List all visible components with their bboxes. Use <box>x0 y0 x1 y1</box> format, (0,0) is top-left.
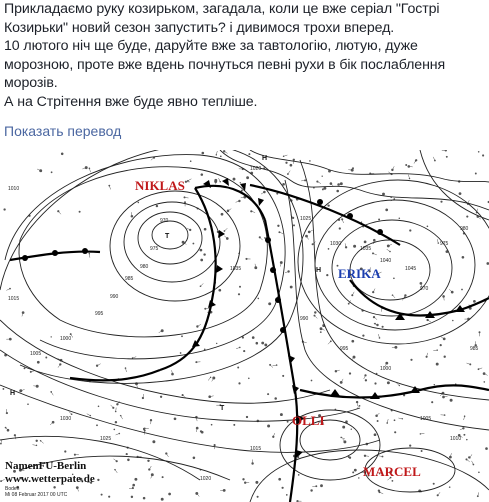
wind-barb <box>437 239 438 243</box>
wind-barb <box>133 357 137 358</box>
station-dot <box>113 429 115 431</box>
station-dot <box>342 426 345 429</box>
wind-barb <box>284 155 288 156</box>
wind-barb <box>115 470 117 473</box>
wind-barb <box>374 317 377 320</box>
station-dot <box>248 378 250 380</box>
station-dot <box>97 479 99 481</box>
station-dot <box>161 329 164 332</box>
isobar-value-label: 1020 <box>250 166 262 172</box>
isobar-value-label: 1000 <box>380 366 392 372</box>
station-dot <box>326 274 328 276</box>
station-dot <box>394 431 396 433</box>
isobar-value-label: 995 <box>340 346 349 352</box>
isobar-value-label: 975 <box>150 246 159 252</box>
isobar-value-label: 975 <box>440 241 449 247</box>
fronts <box>10 185 489 502</box>
station-dot <box>387 381 390 384</box>
station-dot <box>382 193 385 196</box>
wind-barb <box>393 295 396 298</box>
station-dot <box>243 350 245 352</box>
show-translation-link[interactable]: Показать перевод <box>4 123 122 139</box>
isobar-value-label: 1020 <box>200 476 212 482</box>
post-text <box>4 0 486 112</box>
station-dot <box>409 229 411 231</box>
station-dot <box>161 498 164 501</box>
wind-barb <box>208 377 210 380</box>
station-dot <box>239 286 241 288</box>
station-dot <box>233 424 235 426</box>
wind-barb <box>151 158 154 161</box>
station-dot <box>466 216 468 218</box>
wind-barb <box>288 171 290 174</box>
station-dot <box>162 476 164 478</box>
station-dot <box>405 164 407 166</box>
station-dot <box>240 182 241 183</box>
isobar-value-label: 1030 <box>330 241 342 247</box>
isobar-value-label: 980 <box>140 264 149 270</box>
station-dot <box>255 481 258 484</box>
system-label-niklas: NIKLAS <box>135 178 185 193</box>
station-dot <box>127 459 130 462</box>
wind-barb <box>408 175 409 179</box>
station-dot <box>200 259 203 262</box>
station-dot <box>444 356 446 358</box>
station-dot <box>466 439 468 441</box>
station-dot <box>267 425 270 428</box>
wind-barb <box>87 414 91 416</box>
station-dot <box>220 155 222 157</box>
station-dot <box>320 331 322 333</box>
wind-barb <box>219 178 221 182</box>
wind-barb <box>58 364 60 367</box>
station-dot <box>61 153 64 156</box>
wind-barb <box>433 157 435 161</box>
station-dot <box>377 420 379 422</box>
wind-barb <box>224 236 227 239</box>
station-dot <box>45 357 47 359</box>
wind-barb <box>472 461 474 465</box>
station-dot <box>27 403 29 405</box>
isobar-value-label: 1025 <box>100 436 112 442</box>
isobar-value-label: 985 <box>125 276 134 282</box>
isobar-value-label: 970 <box>160 218 169 224</box>
station-dot <box>485 447 488 450</box>
station-dot <box>96 365 98 367</box>
isobar-value-label: 1010 <box>450 436 462 442</box>
station-dot <box>446 156 448 158</box>
system-label-marcel: MARCEL <box>363 464 421 479</box>
isobar-value-label: 990 <box>300 316 309 322</box>
station-dot <box>374 433 377 436</box>
station-dot <box>362 334 364 336</box>
isobars <box>0 150 489 502</box>
station-dot <box>53 486 55 488</box>
station-dot <box>256 342 259 345</box>
station-dot <box>475 173 477 175</box>
station-dot <box>248 153 250 155</box>
station-dot <box>298 474 300 476</box>
station-dot <box>282 375 284 377</box>
wind-barb <box>33 445 37 446</box>
station-dot <box>238 382 240 384</box>
station-dot <box>246 416 248 418</box>
station-dot <box>290 286 293 289</box>
weather-map-svg <box>0 150 489 502</box>
station-dot <box>138 202 140 204</box>
station-dot <box>410 359 412 361</box>
wind-barb <box>380 492 384 494</box>
station-dot <box>261 342 264 345</box>
map-credit-small1: Boden <box>5 486 20 492</box>
station-dot <box>115 421 117 423</box>
station-dot <box>24 367 26 369</box>
weather-map-image[interactable] <box>0 150 489 502</box>
isobar-value-label: 1035 <box>230 266 242 272</box>
station-dot <box>433 483 435 485</box>
station-dot <box>242 478 244 480</box>
station-dot <box>415 160 416 161</box>
wind-barb <box>224 228 227 231</box>
station-dot <box>98 406 100 408</box>
isobar-value-label: 1035 <box>360 246 372 252</box>
wind-barb <box>166 454 168 457</box>
station-dot <box>211 424 213 426</box>
station-dot <box>51 171 53 173</box>
station-dot <box>434 384 435 385</box>
station-dot <box>393 277 395 279</box>
wind-barb <box>341 437 345 439</box>
station-dot <box>280 413 283 416</box>
station-dot <box>156 205 158 207</box>
station-dot <box>143 497 146 500</box>
station-dot <box>285 162 287 164</box>
isobar-value-label: 970 <box>420 286 429 292</box>
station-dot <box>274 397 277 400</box>
station-dot <box>200 430 202 432</box>
isobar-labels <box>8 166 479 482</box>
wind-barb <box>50 422 53 425</box>
station-dot <box>131 496 133 498</box>
wind-barb <box>114 459 117 461</box>
station-dot <box>473 300 476 303</box>
station-dot <box>305 235 308 238</box>
station-dot <box>391 169 393 171</box>
station-dot <box>468 456 470 458</box>
high-marker: H <box>316 267 322 274</box>
station-dot <box>51 336 52 337</box>
map-credit-line1: NamenFU-Berlin <box>5 460 87 472</box>
station-dot <box>353 245 356 248</box>
isobar-value-label: 1045 <box>405 266 417 272</box>
station-dot <box>101 494 103 496</box>
station-dot <box>478 472 480 474</box>
wind-barb <box>188 179 192 181</box>
station-dot <box>391 480 393 482</box>
map-credit-small2: Mi 08 Februar 2017 00 UTC <box>5 492 68 498</box>
wind-barb <box>378 334 379 338</box>
station-dot <box>421 450 423 452</box>
low-marker: T <box>220 405 225 412</box>
pressure-center-markers <box>10 155 321 412</box>
station-dot <box>354 469 357 472</box>
station-dot <box>168 493 171 496</box>
station-dot <box>218 289 221 292</box>
station-dot <box>310 489 312 491</box>
station-dot <box>314 311 316 313</box>
station-dot <box>147 460 149 462</box>
station-dot <box>431 401 433 403</box>
station-dot <box>337 183 340 186</box>
isobar-value-label: 985 <box>470 346 479 352</box>
station-dot <box>277 225 279 227</box>
isobar-value-label: 1025 <box>300 216 312 222</box>
isobar-value-label: 995 <box>95 311 104 317</box>
station-dot <box>252 336 255 339</box>
station-dot <box>267 393 269 395</box>
station-dot <box>374 382 376 384</box>
station-dot <box>79 211 81 213</box>
station-dot <box>204 228 207 231</box>
system-label-olli: OLLI <box>292 413 325 428</box>
station-dot <box>3 208 5 210</box>
wind-barb <box>270 365 273 368</box>
station-dot <box>349 457 351 459</box>
wind-barb <box>201 283 204 286</box>
station-dot <box>328 248 330 250</box>
system-label-erika: ERIKA <box>338 266 381 281</box>
wind-barb <box>352 292 354 296</box>
low-marker: T <box>165 233 170 240</box>
station-dot <box>287 421 289 423</box>
station-dot <box>440 344 442 346</box>
station-dot <box>9 288 11 290</box>
station-dot <box>449 486 451 488</box>
station-dot <box>192 243 194 245</box>
station-dot <box>450 399 453 402</box>
wind-barb <box>111 405 114 408</box>
station-dot <box>257 496 259 498</box>
post-paragraph-2: 10 лютого ніч ще буде, даруйте вже за тавтологію, лютую, дуже морозною, проте вже вдень почнуться певні рухи в бік послаблення морозів. <box>4 38 446 92</box>
station-dot <box>364 241 367 244</box>
station-dot <box>126 453 128 455</box>
wind-barb <box>438 492 440 495</box>
station-dot <box>452 320 454 322</box>
station-dot <box>308 231 311 234</box>
station-dot <box>409 445 411 447</box>
station-dot <box>278 478 281 481</box>
wind-barb <box>116 434 120 436</box>
station-dot <box>246 176 249 179</box>
station-dot <box>37 361 40 364</box>
wind-barb <box>317 182 321 184</box>
station-dot <box>193 457 196 460</box>
wind-barb <box>328 341 331 344</box>
station-dot <box>339 227 341 229</box>
station-dot <box>64 450 66 452</box>
station-dot <box>351 340 354 343</box>
station-dot <box>281 487 283 489</box>
station-dot <box>440 201 442 203</box>
station-dot <box>189 229 191 231</box>
station-dot <box>322 176 323 177</box>
station-dot <box>427 225 429 227</box>
wind-barb <box>387 249 390 251</box>
station-dot <box>462 256 465 259</box>
station-dot <box>426 319 428 321</box>
high-marker: H <box>10 390 16 397</box>
station-dot <box>108 496 110 498</box>
station-dot <box>233 178 236 181</box>
station-dot <box>358 477 359 478</box>
station-dot <box>237 367 239 369</box>
station-dot <box>320 484 323 487</box>
isobar-value-label: 990 <box>110 294 119 300</box>
station-dot <box>134 478 137 481</box>
station-dot <box>461 289 463 291</box>
wind-barb <box>89 254 90 258</box>
station-dot <box>352 471 354 473</box>
station-dot <box>286 494 288 496</box>
station-dot <box>443 338 446 341</box>
wind-barb <box>6 289 10 291</box>
station-dot <box>216 343 217 344</box>
wind-barb <box>315 316 318 319</box>
station-dot <box>378 219 380 221</box>
station-dot <box>152 440 155 443</box>
wind-barb <box>197 324 200 326</box>
station-dot <box>282 183 285 186</box>
isobar-value-label: 1015 <box>250 446 262 452</box>
station-dot <box>258 298 260 300</box>
isobar-value-label: 1030 <box>60 416 72 422</box>
station-dot <box>323 187 326 190</box>
station-dot <box>180 352 182 354</box>
wind-barb <box>51 392 53 395</box>
isobar-value-label: 1000 <box>60 336 72 342</box>
post-paragraph-1: Прикладаємо руку козирьком, загадала, коли це вже серіал "Гострі Козирьки" новий сезон запустить? і дивимося трохи вперед. <box>4 1 440 36</box>
station-dot <box>160 396 162 398</box>
station-dot <box>349 372 351 374</box>
station-dot <box>385 209 388 212</box>
isobar-value-label: 1010 <box>8 186 20 192</box>
station-dot <box>212 377 215 380</box>
post-paragraph-3: А на Стрітення вже буде явно тепліше. <box>4 93 258 110</box>
wind-barb <box>467 459 470 461</box>
station-dot <box>174 417 177 420</box>
station-dot <box>221 213 224 216</box>
high-marker: H <box>262 155 268 162</box>
isobar-value-label: 1015 <box>8 296 20 302</box>
station-dot <box>36 440 38 442</box>
station-dot <box>200 249 203 252</box>
isobar-value-label: 1040 <box>380 258 392 264</box>
station-dot <box>436 363 439 366</box>
wind-barb <box>216 151 217 155</box>
wind-barb <box>260 237 263 240</box>
station-dot <box>351 428 352 429</box>
wind-barb <box>41 441 44 444</box>
station-dot <box>478 151 480 153</box>
isobar-value-label: 1005 <box>420 416 432 422</box>
station-dot <box>238 293 240 295</box>
station-dot <box>268 302 271 305</box>
station-dot <box>365 379 367 381</box>
station-dot <box>143 428 145 430</box>
station-dot <box>482 154 484 156</box>
isobar-value-label: 1005 <box>30 351 42 357</box>
station-dot <box>190 160 192 162</box>
station-dot <box>201 173 204 176</box>
station-dot <box>293 224 295 226</box>
station-dot <box>181 335 183 337</box>
station-dot <box>96 424 98 426</box>
wind-barb <box>121 416 123 420</box>
wind-barb <box>58 211 61 214</box>
station-dot <box>290 164 293 167</box>
station-dot <box>336 190 339 193</box>
station-dot <box>382 326 384 328</box>
station-dot <box>309 160 311 162</box>
wind-barb <box>377 413 380 416</box>
station-dot <box>459 192 462 195</box>
station-dot <box>2 388 4 390</box>
station-dot <box>327 204 329 206</box>
station-dot <box>399 218 401 220</box>
station-dot <box>483 381 485 383</box>
map-credit-line2: www.wetterpate.de <box>5 473 95 485</box>
station-dot <box>394 419 396 421</box>
station-dot <box>203 253 205 255</box>
wind-barb <box>236 347 240 348</box>
isobar-value-label: 980 <box>460 226 469 232</box>
station-dot <box>264 343 267 346</box>
station-dot <box>340 182 343 185</box>
station-dot <box>404 294 406 296</box>
station-dot <box>463 434 465 436</box>
station-dot <box>311 380 313 382</box>
wind-barb <box>449 289 452 292</box>
station-dot <box>201 152 204 155</box>
station-dot <box>22 311 25 314</box>
